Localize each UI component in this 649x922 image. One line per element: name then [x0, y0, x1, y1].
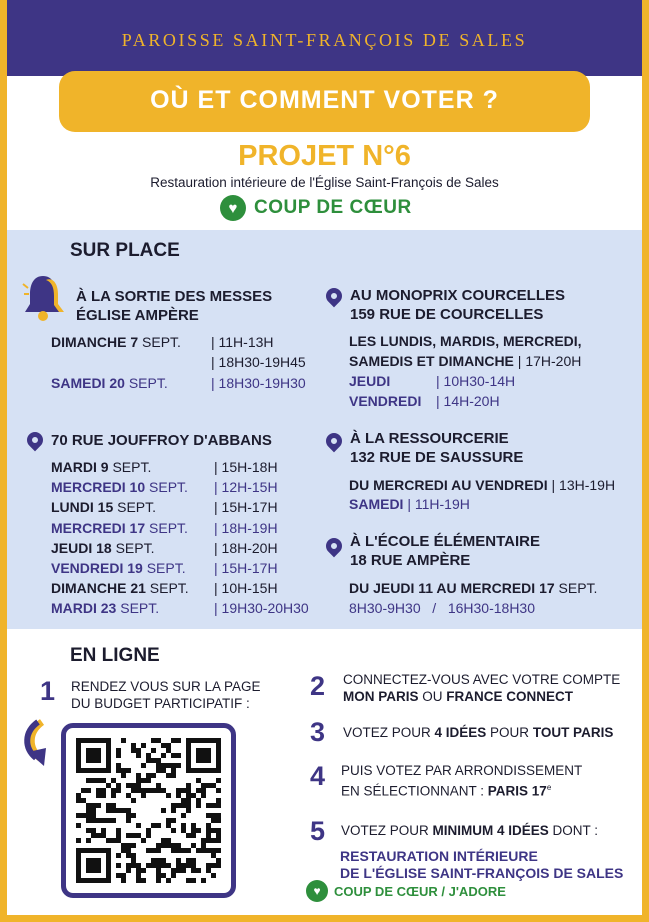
- coup-de-coeur-vote-label: COUP DE CŒUR / J'ADORE: [334, 883, 506, 899]
- step-5-number: 5: [310, 816, 326, 846]
- monoprix-line-1: LES LUNDIS, MARDIS, MERCREDI,: [349, 333, 582, 349]
- jouffroy-row-day: JEUDI 18 SEPT.: [51, 539, 155, 556]
- project-name: RESTAURATION INTÉRIEURE DE L'ÉGLISE SAINT-FRANÇOIS DE SALES: [340, 848, 624, 881]
- qr-code-frame[interactable]: [61, 723, 236, 898]
- step-2-number: 2: [310, 671, 326, 701]
- parish-name: PAROISSE SAINT-FRANÇOIS DE SALES: [121, 30, 528, 50]
- monoprix-line-2: SAMEDIS ET DIMANCHE | 17H-20H: [349, 353, 582, 369]
- monoprix-jeudi: JEUDI: [349, 373, 391, 389]
- heart-icon: ♥: [220, 195, 246, 221]
- jouffroy-row-time: | 18H-19H: [214, 519, 278, 536]
- bell-icon: [22, 272, 64, 322]
- step-4-number: 4: [310, 761, 326, 791]
- messes-row-3-day: SAMEDI 20 SEPT.: [51, 375, 168, 391]
- jouffroy-title: 70 RUE JOUFFROY D'ABBANS: [51, 432, 272, 449]
- ressourcerie-title: À LA RESSOURCERIE 132 RUE DE SAUSSURE: [350, 430, 524, 466]
- step-3-number: 3: [310, 717, 326, 747]
- step-3-text: VOTEZ POUR 4 IDÉES POUR TOUT PARIS: [343, 725, 614, 740]
- page-title: OÙ ET COMMENT VOTER ?: [150, 86, 499, 114]
- jouffroy-row-day: MERCREDI 10 SEPT.: [51, 479, 188, 496]
- monoprix-jeudi-time: | 10H30-14H: [436, 373, 516, 389]
- monoprix-vendredi-time: | 14H-20H: [436, 393, 500, 409]
- step-1-text: RENDEZ VOUS SUR LA PAGE DU BUDGET PARTICIPATIF :: [71, 679, 261, 711]
- ressourcerie-line-1: DU MERCREDI AU VENDREDI | 13H-19H: [349, 477, 616, 493]
- jouffroy-row-day: LUNDI 15 SEPT.: [51, 499, 157, 516]
- messes-row-3-time: | 18H30-19H30: [211, 375, 306, 391]
- sur-place-heading: SUR PLACE: [70, 240, 180, 261]
- step-4-text: PUIS VOTEZ PAR ARRONDISSEMENT EN SÉLECTIONNANT : PARIS 17e: [341, 763, 583, 799]
- jouffroy-row-day: DIMANCHE 21 SEPT.: [51, 580, 189, 597]
- ecole-line-2: 8H30-9H30 / 16H30-18H30: [349, 600, 535, 616]
- monoprix-title: AU MONOPRIX COURCELLES 159 RUE DE COURCELLES: [350, 287, 566, 323]
- monoprix-vendredi: VENDREDI: [349, 393, 422, 409]
- coup-de-coeur-badge: [220, 195, 412, 221]
- messes-row-1-day: DIMANCHE 7 SEPT.: [51, 334, 181, 350]
- jouffroy-row-day: MERCREDI 17 SEPT.: [51, 519, 188, 536]
- step-1-number: 1: [40, 676, 56, 706]
- jouffroy-row-time: | 15H-17H: [214, 560, 278, 576]
- jouffroy-row-time: | 12H-15H: [214, 479, 278, 496]
- project-subtitle: Restauration intérieure de l'Église Saint-François de Sales: [150, 175, 499, 190]
- messes-row-2-time: | 18H30-19H45: [211, 354, 306, 370]
- curved-arrow-icon: [20, 718, 56, 770]
- jouffroy-row-day: VENDREDI 19 SEPT.: [51, 560, 186, 576]
- jouffroy-row-time: | 19H30-20H30: [214, 600, 309, 617]
- jouffroy-row-time: | 15H-17H: [214, 499, 278, 516]
- en-ligne-heading: EN LIGNE: [70, 645, 160, 666]
- coup-de-coeur-label: COUP DE CŒUR: [254, 197, 412, 218]
- ecole-title: À L'ÉCOLE ÉLÉMENTAIRE 18 RUE AMPÈRE: [350, 533, 540, 569]
- coup-de-coeur-vote-badge: [306, 880, 506, 902]
- jouffroy-row-time: | 18H-20H: [214, 539, 278, 556]
- heart-icon: ♥: [306, 880, 328, 902]
- jouffroy-row-day: MARDI 23 SEPT.: [51, 600, 160, 617]
- jouffroy-row-time: | 15H-18H: [214, 459, 278, 475]
- jouffroy-row-day: MARDI 9 SEPT.: [51, 459, 152, 475]
- ressourcerie-samedi: SAMEDI | 11H-19H: [349, 496, 470, 512]
- step-2-text: CONNECTEZ-VOUS AVEC VOTRE COMPTE MON PARIS OU FRANCE CONNECT: [343, 672, 621, 704]
- project-number: PROJET N°6: [238, 140, 411, 172]
- messes-row-1-time: | 11H-13H: [211, 334, 274, 350]
- step-5-text: VOTEZ POUR MINIMUM 4 IDÉES DONT :: [341, 823, 599, 838]
- jouffroy-row-time: | 10H-15H: [214, 580, 278, 597]
- messes-title: À LA SORTIE DES MESSES ÉGLISE AMPÈRE: [76, 288, 273, 324]
- qr-code-icon[interactable]: [76, 738, 221, 883]
- ecole-line-1: DU JEUDI 11 AU MERCREDI 17 SEPT.: [349, 580, 598, 596]
